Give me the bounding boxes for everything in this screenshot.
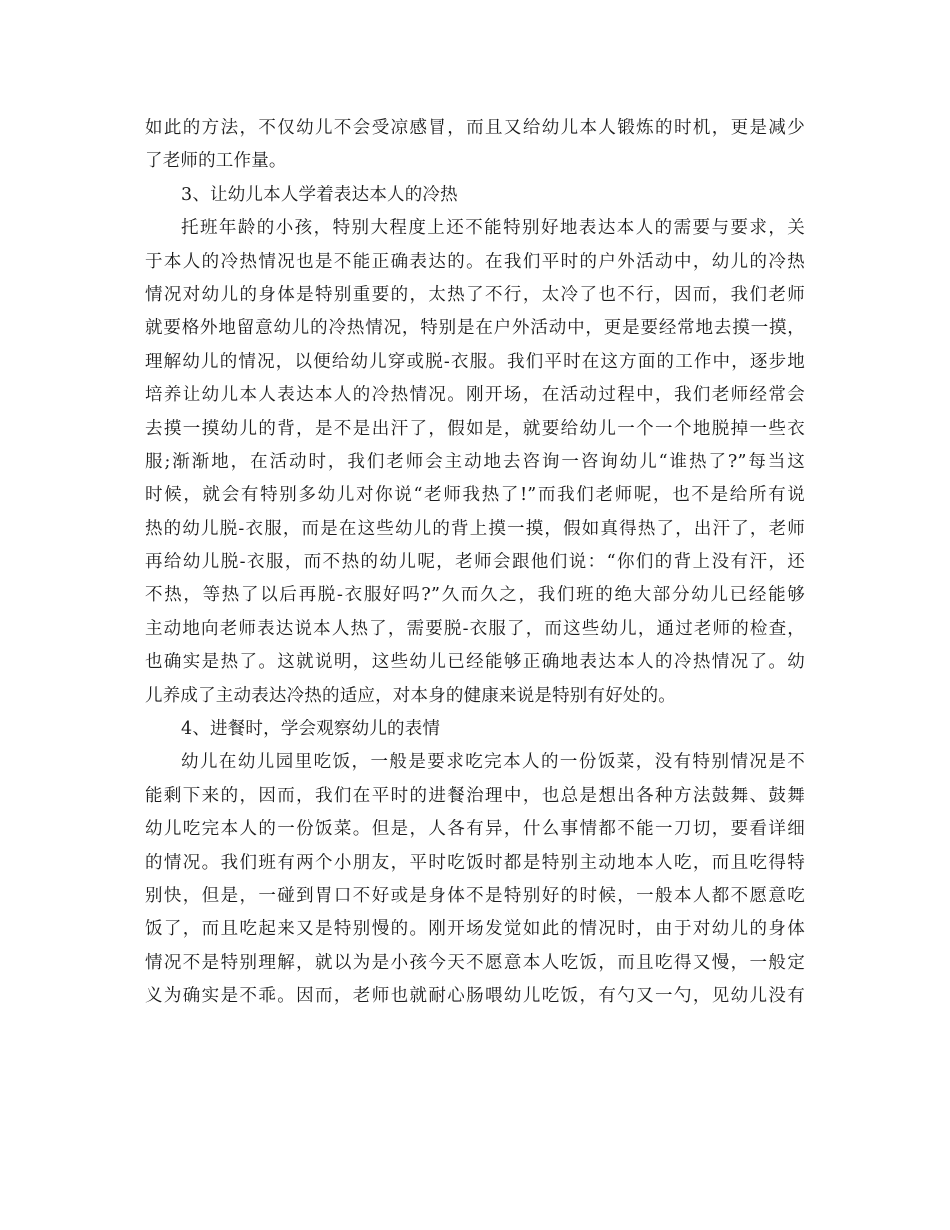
text-line: 培养让幼儿本人表达本人的冷热情况。刚开场，在活动过程中，我们老师经常会 <box>145 385 805 406</box>
text-line: 义为确实是不乖。因而，老师也就耐心肠喂幼儿吃饭，有勺又一勺，见幼儿没有 <box>145 986 805 1007</box>
text-line: 热的幼儿脱-衣服，而是在这些幼儿的背上摸一摸，假如真得热了，出汗了，老师 <box>145 518 805 539</box>
text-line: 理解幼儿的情况，以便给幼儿穿或脱-衣服。我们平时在这方面的工作中，逐步地 <box>145 351 805 372</box>
text-line: 情况不是特别理解，就以为是小孩今天不愿意本人吃饭，而且吃得又慢，一般定 <box>145 952 805 973</box>
section-heading: 3、让幼儿本人学着表达本人的冷热 <box>181 184 458 205</box>
text-line: 别快，但是，一碰到胃口不好或是身体不是特别好的时候，一般本人都不愿意吃 <box>145 885 805 906</box>
section-heading: 4、进餐时，学会观察幼儿的表情 <box>181 719 441 740</box>
text-line: 时候，就会有特别多幼儿对你说“老师我热了!”而我们老师呢，也不是给所有说 <box>145 485 805 506</box>
text-line: 幼儿在幼儿园里吃饭，一般是要求吃完本人的一份饭菜，没有特别情况是不 <box>181 752 805 773</box>
text-line: 的情况。我们班有两个小朋友，平时吃饭时都是特别主动地本人吃，而且吃得特 <box>145 852 805 873</box>
text-line: 服;渐渐地，在活动时，我们老师会主动地去咨询一咨询幼儿“谁热了?”每当这 <box>145 451 805 472</box>
text-line: 于本人的冷热情况也是不能正确表达的。在我们平时的户外活动中，幼儿的冷热 <box>145 251 805 272</box>
body-text <box>145 112 805 1014</box>
text-line: 了老师的工作量。 <box>145 151 287 172</box>
text-line: 情况对幼儿的身体是特别重要的，太热了不行，太冷了也不行，因而，我们老师 <box>145 284 805 305</box>
text-line: 幼儿吃完本人的一份饭菜。但是，人各有异，什么事情都不能一刀切，要看详细 <box>145 819 805 840</box>
text-line: 托班年龄的小孩，特别大程度上还不能特别好地表达本人的需要与要求，关 <box>181 218 805 239</box>
text-line: 儿养成了主动表达冷热的适应，对本身的健康来说是特别有好处的。 <box>145 685 676 706</box>
text-line: 去摸一摸幼儿的背，是不是出汗了，假如是，就要给幼儿一个一个地脱掉一些衣 <box>145 418 805 439</box>
text-line: 也确实是热了。这就说明，这些幼儿已经能够正确地表达本人的冷热情况了。幼 <box>145 652 805 673</box>
text-line: 就要格外地留意幼儿的冷热情况，特别是在户外活动中，更是要经常地去摸一摸， <box>145 318 805 339</box>
text-line: 不热，等热了以后再脱-衣服好吗?”久而久之，我们班的绝大部分幼儿已经能够 <box>145 585 805 606</box>
text-line: 主动地向老师表达说本人热了，需要脱-衣服了，而这些幼儿，通过老师的检查， <box>145 618 805 639</box>
text-line: 能剩下来的，因而，我们在平时的进餐治理中，也总是想出各种方法鼓舞、鼓舞 <box>145 785 805 806</box>
text-line: 饭了，而且吃起来又是特别慢的。刚开场发觉如此的情况时，由于对幼儿的身体 <box>145 919 805 940</box>
text-line: 如此的方法，不仅幼儿不会受凉感冒，而且又给幼儿本人锻炼的时机，更是减少 <box>145 118 805 138</box>
text-line: 再给幼儿脱-衣服，而不热的幼儿呢，老师会跟他们说：“你们的背上没有汗，还 <box>145 552 805 573</box>
